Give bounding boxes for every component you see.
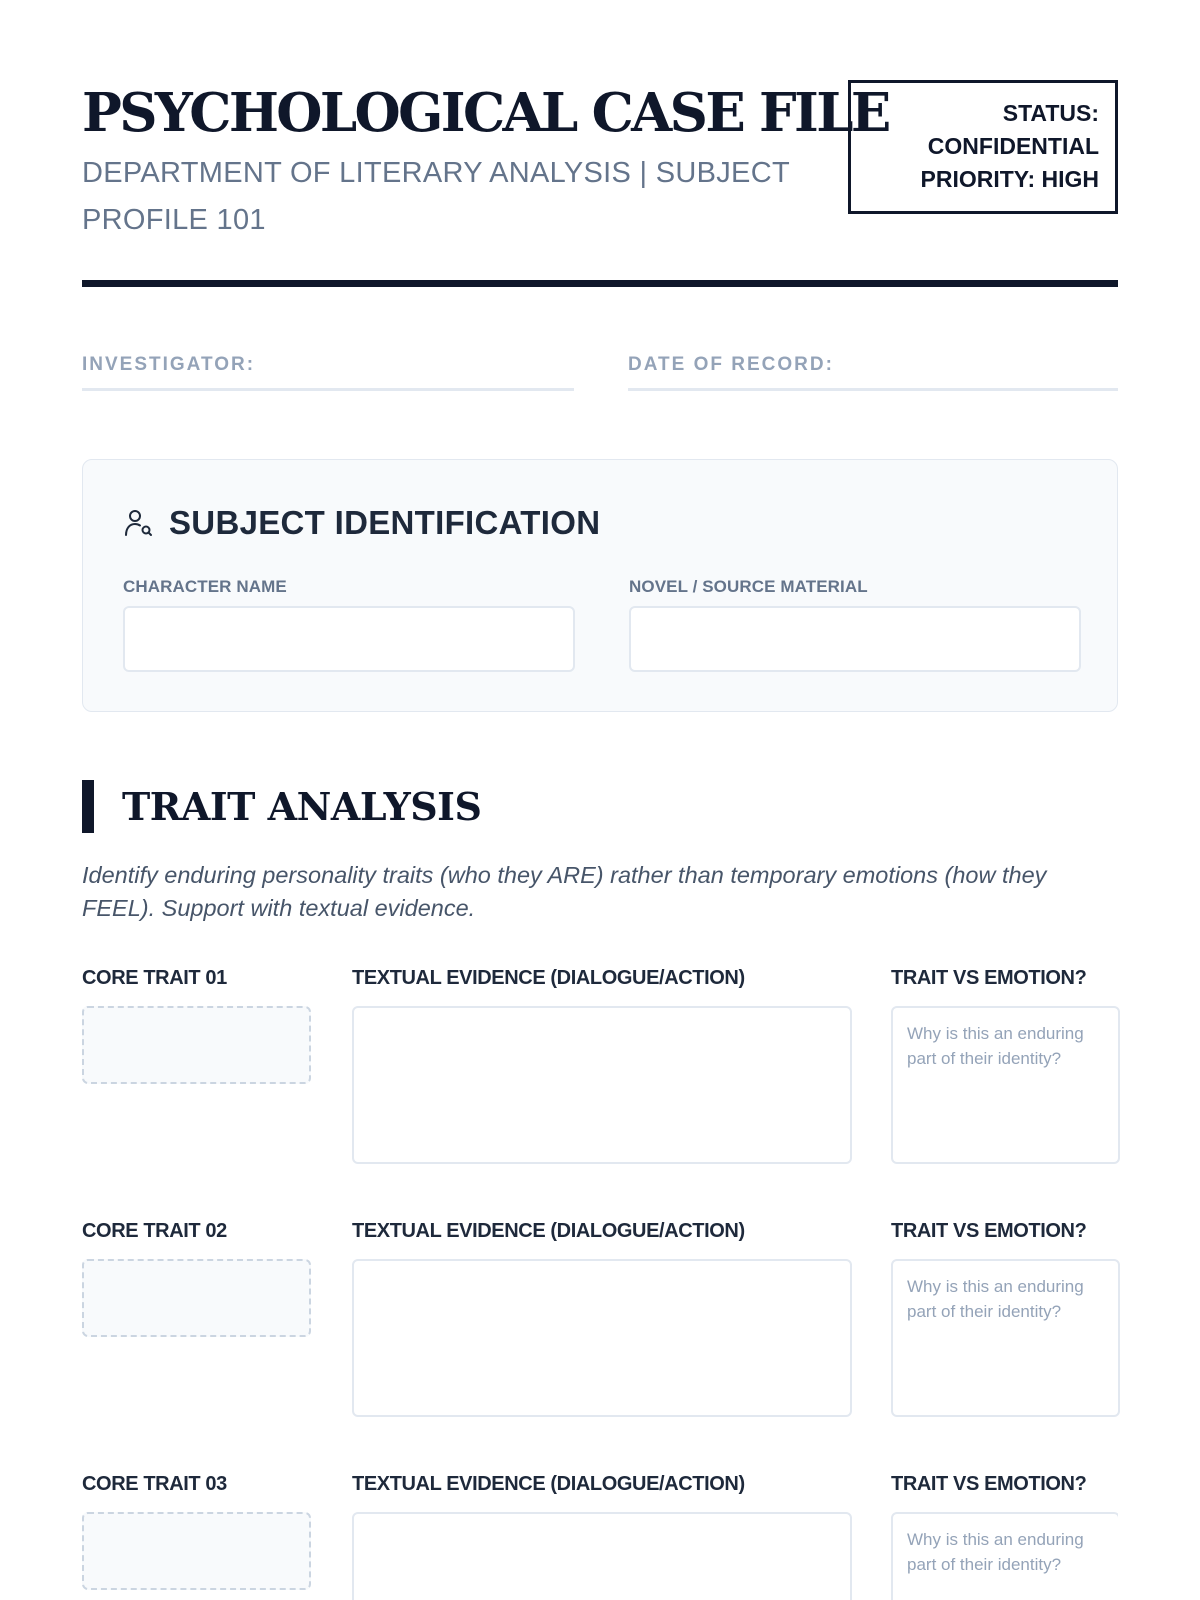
page-subtitle: DEPARTMENT OF LITERARY ANALYSIS | SUBJECT PROFILE 101 — [82, 157, 790, 236]
trait-vs-emotion-input[interactable]: Why is this an enduring part of their identity? — [891, 1259, 1120, 1417]
core-trait-input[interactable] — [82, 1006, 311, 1084]
trait-analysis-instructions: Identify enduring personality traits (who they ARE) rather than temporary emotions (how they FEEL). Support with textual evidence. — [82, 862, 1047, 921]
user-search-icon — [123, 508, 153, 538]
trait-vs-emotion-label: TRAIT VS EMOTION? — [891, 967, 1087, 989]
textual-evidence-label: TEXTUAL EVIDENCE (DIALOGUE/ACTION) — [352, 1473, 745, 1495]
status-label: STATUS: — [1002, 100, 1099, 126]
trait-row — [82, 967, 1118, 1187]
core-trait-label: CORE TRAIT 03 — [82, 1473, 227, 1495]
header-divider — [82, 280, 1118, 287]
trait-vs-emotion-input[interactable]: Why is this an enduring part of their identity? — [891, 1006, 1120, 1164]
subject-identification-card — [82, 459, 1118, 712]
header — [82, 80, 1118, 290]
character-name-input[interactable] — [123, 606, 575, 672]
subject-identification-header — [123, 504, 600, 542]
date-of-record-label: DATE OF RECORD: — [628, 354, 834, 375]
investigator-field[interactable] — [82, 352, 574, 391]
date-of-record-field[interactable] — [628, 352, 1118, 391]
source-material-input[interactable] — [629, 606, 1081, 672]
core-trait-label: CORE TRAIT 02 — [82, 1220, 227, 1242]
textual-evidence-input[interactable] — [352, 1512, 852, 1600]
section-accent-bar — [82, 780, 94, 833]
subject-identification-title: SUBJECT IDENTIFICATION — [169, 504, 601, 541]
trait-analysis-header — [82, 780, 481, 833]
textual-evidence-label: TEXTUAL EVIDENCE (DIALOGUE/ACTION) — [352, 967, 745, 989]
trait-analysis-title: TRAIT ANALYSIS — [122, 784, 482, 829]
textual-evidence-label: TEXTUAL EVIDENCE (DIALOGUE/ACTION) — [352, 1220, 745, 1242]
status-value: CONFIDENTIAL — [927, 133, 1099, 159]
source-material-label: NOVEL / SOURCE MATERIAL — [629, 577, 868, 596]
page-title: PSYCHOLOGICAL CASE FILE — [82, 82, 889, 144]
textual-evidence-input[interactable] — [352, 1259, 852, 1417]
core-trait-label: CORE TRAIT 01 — [82, 967, 227, 989]
character-name-label: CHARACTER NAME — [123, 577, 287, 596]
trait-vs-emotion-label: TRAIT VS EMOTION? — [891, 1220, 1087, 1242]
trait-row — [82, 1473, 1118, 1600]
core-trait-input[interactable] — [82, 1512, 311, 1590]
trait-vs-emotion-input[interactable]: Why is this an enduring part of their identity? — [891, 1512, 1118, 1600]
investigator-label: INVESTIGATOR: — [82, 354, 256, 375]
textual-evidence-input[interactable] — [352, 1006, 852, 1164]
status-box — [848, 80, 1118, 214]
trait-row — [82, 1220, 1118, 1440]
priority-value: PRIORITY: HIGH — [920, 166, 1099, 192]
trait-vs-emotion-label: TRAIT VS EMOTION? — [891, 1473, 1087, 1495]
core-trait-input[interactable] — [82, 1259, 311, 1337]
